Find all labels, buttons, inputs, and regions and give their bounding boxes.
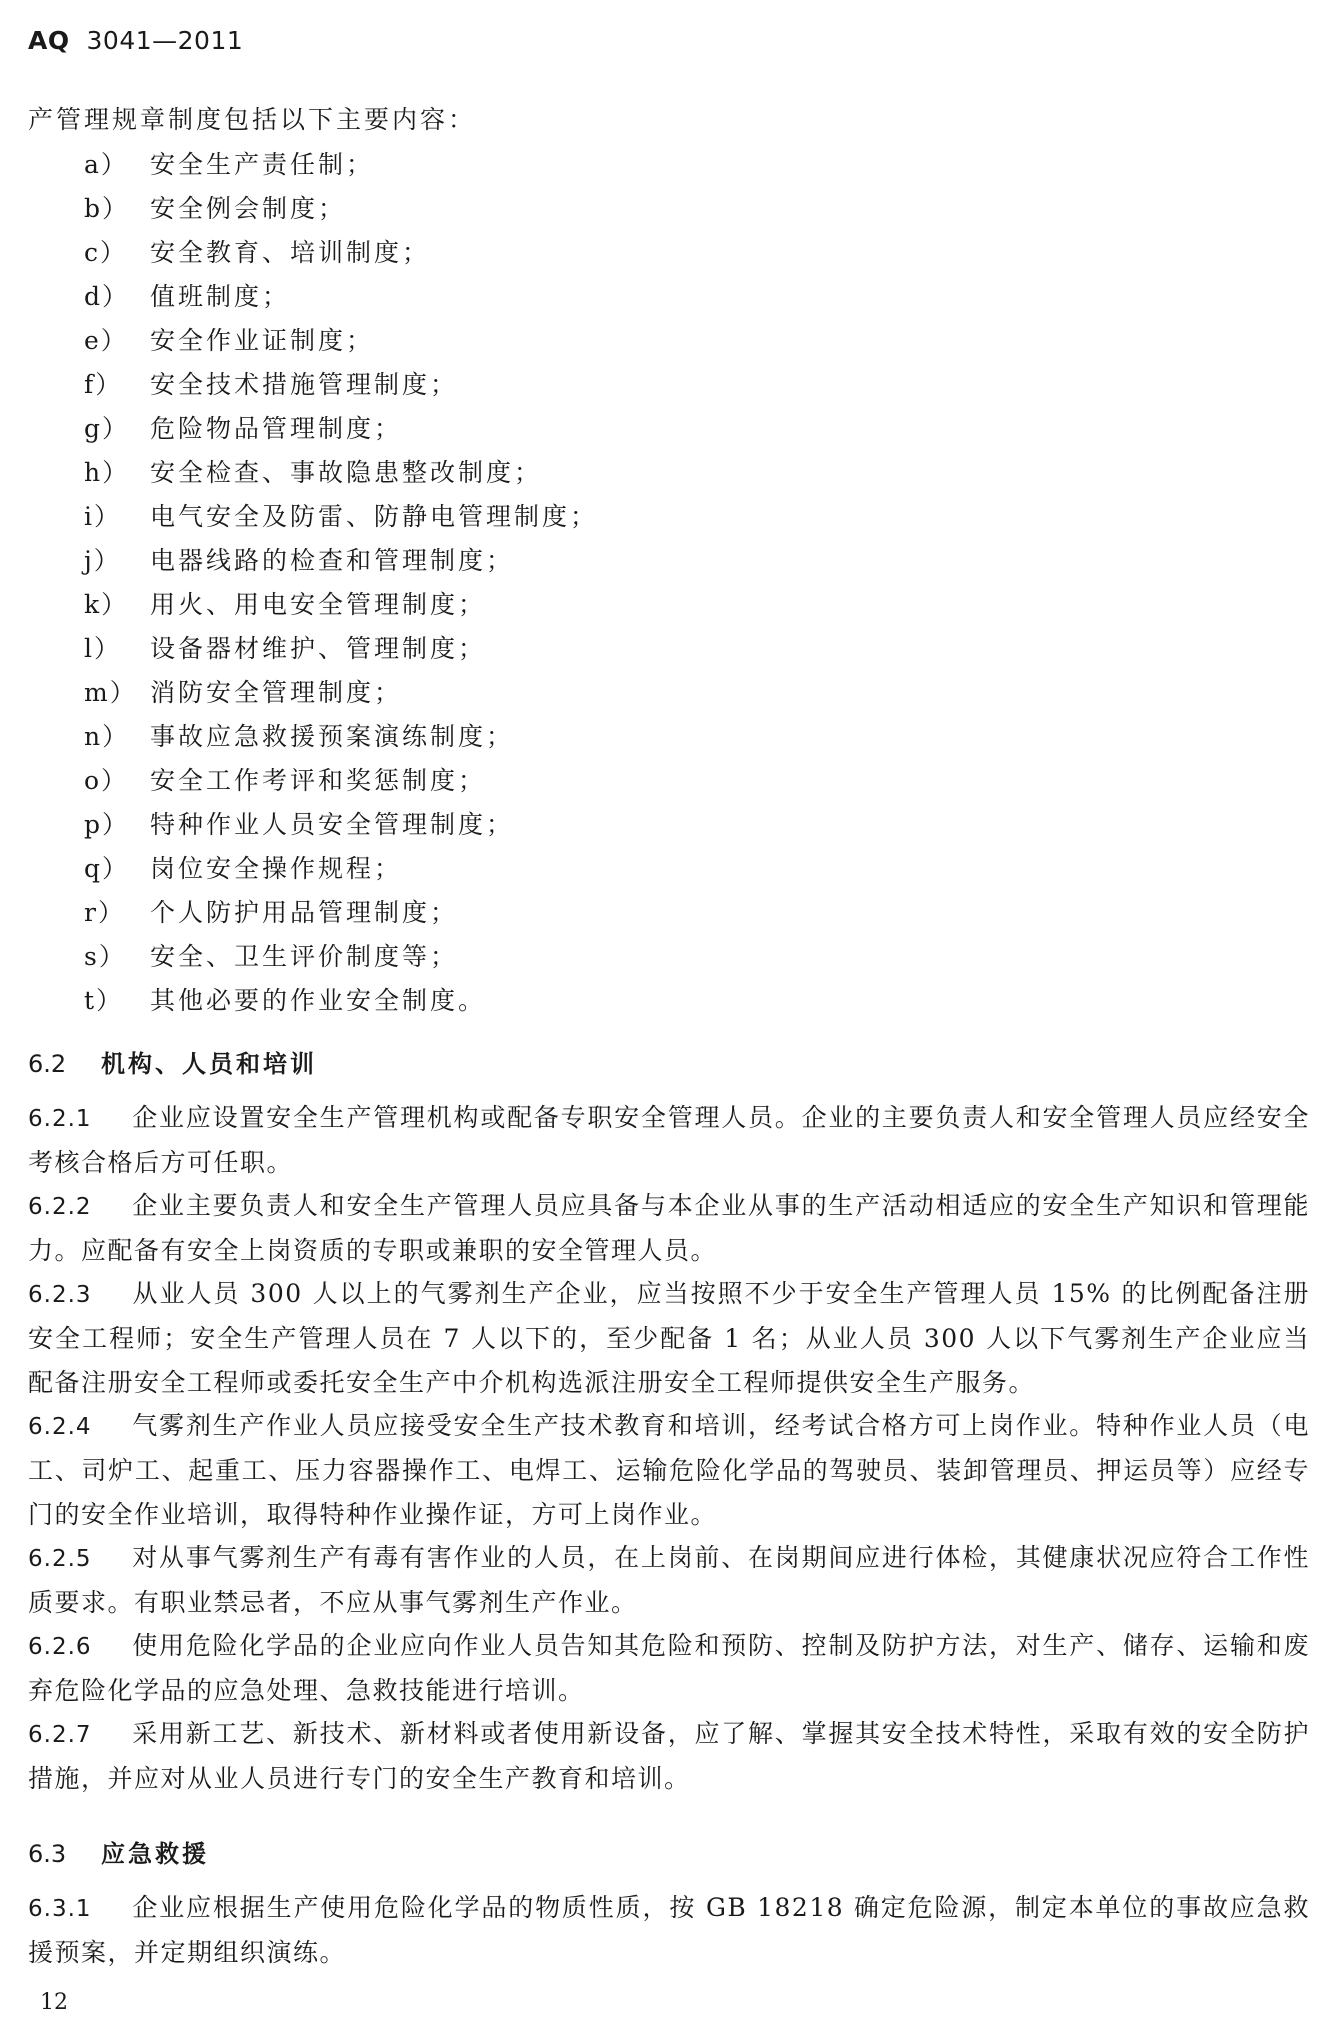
list-item	[84, 979, 598, 1023]
list-item-label: s）	[84, 942, 126, 971]
list-item-label: k）	[84, 590, 129, 619]
list-item-text: 值班制度；	[150, 282, 291, 311]
list-item-text: 岗位安全操作规程；	[150, 854, 403, 883]
list-item-label: d）	[84, 282, 130, 311]
paragraph-number: 6.2.1	[28, 1106, 92, 1132]
list-item-text: 其他必要的作业安全制度。	[150, 986, 487, 1015]
paragraph-6-2-6	[28, 1624, 1310, 1713]
list-item	[84, 495, 598, 539]
paragraph-6-2-4	[28, 1404, 1310, 1537]
section-title: 应急救援	[101, 1840, 209, 1868]
list-item-text: 电器线路的检查和管理制度；	[150, 546, 515, 575]
list-item-label: j）	[84, 546, 121, 575]
paragraph-text: 从业人员 300 人以上的气雾剂生产企业，应当按照不少于安全生产管理人员 15% 的比例配备注册安全工程师；安全生产管理人员在 7 人以下的，至少配备 1 名；从业人员 300 人以下气雾剂生产企业应当配备注册安全工程师或委托安全生产中介机构选派注册安全工程师提供安全生产服务。	[28, 1279, 1310, 1397]
paragraph-text: 对从事气雾剂生产有毒有害作业的人员，在上岗前、在岗期间应进行体检，其健康状况应符合工作性质要求。有职业禁忌者，不应从事气雾剂生产作业。	[28, 1543, 1310, 1617]
paragraph-number: 6.2.2	[28, 1194, 92, 1220]
list-item	[84, 319, 598, 363]
list-item-label: a）	[84, 150, 128, 179]
list-item-text: 安全作业证制度；	[150, 326, 375, 355]
paragraph-text: 企业应根据生产使用危险化学品的物质性质，按 GB 18218 确定危险源，制定本单位的事故应急救援预案，并定期组织演练。	[28, 1893, 1310, 1967]
standard-number: 3041—2011	[86, 26, 244, 55]
section-number: 6.2	[28, 1050, 67, 1078]
section-heading-6-3	[28, 1834, 209, 1869]
list-item	[84, 935, 598, 979]
list-item	[84, 231, 598, 275]
list-item-label: o）	[84, 766, 129, 795]
list-item-label: l）	[84, 634, 121, 663]
list-item-text: 安全教育、培训制度；	[150, 238, 431, 267]
list-item-text: 安全工作考评和奖惩制度；	[150, 766, 487, 795]
list-item	[84, 891, 598, 935]
list-item-text: 安全、卫生评价制度等；	[150, 942, 459, 971]
list-item	[84, 627, 598, 671]
list-item	[84, 143, 598, 187]
list-item-label: c）	[84, 238, 128, 267]
list-item-label: b）	[84, 194, 130, 223]
list-item-text: 特种作业人员安全管理制度；	[150, 810, 515, 839]
paragraph-number: 6.2.5	[28, 1546, 92, 1572]
paragraph-number: 6.2.7	[28, 1722, 92, 1748]
paragraph-text: 企业主要负责人和安全生产管理人员应具备与本企业从事的生产活动相适应的安全生产知识和管理能力。应配备有安全上岗资质的专职或兼职的安全管理人员。	[28, 1191, 1310, 1265]
list-item	[84, 847, 598, 891]
list-item-label: q）	[84, 854, 130, 883]
list-item	[84, 671, 598, 715]
list-item-text: 消防安全管理制度；	[150, 678, 403, 707]
list-item-label: g）	[84, 414, 130, 443]
list-item	[84, 759, 598, 803]
paragraph-text: 采用新工艺、新技术、新材料或者使用新设备，应了解、掌握其安全技术特性，采取有效的安全防护措施，并应对从业人员进行专门的安全生产教育和培训。	[28, 1719, 1310, 1793]
paragraph-number: 6.2.4	[28, 1414, 92, 1440]
standard-code: AQ	[28, 26, 70, 55]
list-item	[84, 539, 598, 583]
paragraph-6-2-3	[28, 1272, 1310, 1405]
list-item-text: 事故应急救援预案演练制度；	[150, 722, 515, 751]
standard-header	[28, 26, 243, 55]
list-item	[84, 715, 598, 759]
list-item-text: 安全技术措施管理制度；	[150, 370, 459, 399]
paragraph-6-3-1	[28, 1886, 1310, 1975]
list-item-text: 安全检查、事故隐患整改制度；	[150, 458, 543, 487]
paragraph-6-2-1	[28, 1096, 1310, 1185]
list-item-label: f）	[84, 370, 123, 399]
list-item-label: r）	[84, 898, 125, 927]
list-item-text: 用火、用电安全管理制度；	[150, 590, 487, 619]
list-item-label: p）	[84, 810, 130, 839]
list-item	[84, 407, 598, 451]
section-number: 6.3	[28, 1840, 67, 1868]
list-item	[84, 363, 598, 407]
paragraph-6-2-2	[28, 1184, 1310, 1273]
list-item-label: t）	[84, 986, 124, 1015]
paragraph-text: 气雾剂生产作业人员应接受安全生产技术教育和培训，经考试合格方可上岗作业。特种作业人员（电工、司炉工、起重工、压力容器操作工、电焊工、运输危险化学品的驾驶员、装卸管理员、押运员等）应经专门的安全作业培训，取得特种作业操作证，方可上岗作业。	[28, 1411, 1310, 1529]
list-item-text: 安全例会制度；	[150, 194, 347, 223]
page-number: 12	[40, 1990, 68, 2015]
list-item	[84, 275, 598, 319]
list-item-label: n）	[84, 722, 130, 751]
list-item-text: 设备器材维护、管理制度；	[150, 634, 487, 663]
regulation-list	[84, 143, 598, 1023]
list-item-label: e）	[84, 326, 128, 355]
list-item	[84, 451, 598, 495]
list-item-label: h）	[84, 458, 130, 487]
paragraph-6-2-5	[28, 1536, 1310, 1625]
list-item	[84, 187, 598, 231]
list-item-label: i）	[84, 502, 121, 531]
list-item-text: 个人防护用品管理制度；	[150, 898, 459, 927]
paragraph-text: 使用危险化学品的企业应向作业人员告知其危险和预防、控制及防护方法，对生产、储存、运输和废弃危险化学品的应急处理、急救技能进行培训。	[28, 1631, 1310, 1705]
section-title: 机构、人员和培训	[101, 1050, 317, 1078]
list-item-text: 安全生产责任制；	[150, 150, 375, 179]
list-item-label: m）	[84, 678, 137, 707]
paragraph-number: 6.2.3	[28, 1282, 92, 1308]
list-item-text: 危险物品管理制度；	[150, 414, 403, 443]
paragraph-number: 6.2.6	[28, 1634, 92, 1660]
paragraph-number: 6.3.1	[28, 1896, 92, 1922]
intro-text: 产管理规章制度包括以下主要内容：	[28, 105, 477, 134]
list-item	[84, 803, 598, 847]
list-item	[84, 583, 598, 627]
paragraph-6-2-7	[28, 1712, 1310, 1801]
section-heading-6-2	[28, 1044, 317, 1079]
paragraph-text: 企业应设置安全生产管理机构或配备专职安全管理人员。企业的主要负责人和安全管理人员应经安全考核合格后方可任职。	[28, 1103, 1310, 1177]
list-item-text: 电气安全及防雷、防静电管理制度；	[150, 502, 599, 531]
